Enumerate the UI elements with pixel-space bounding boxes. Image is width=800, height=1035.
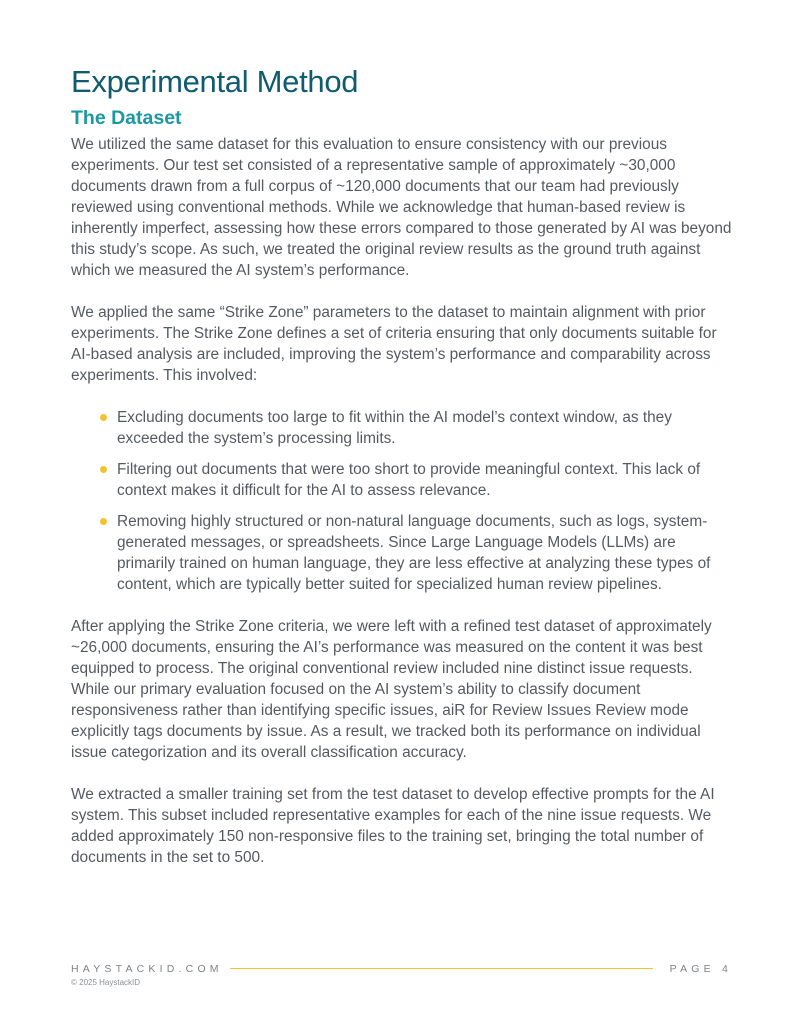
strike-zone-criteria-list [71, 407, 733, 595]
paragraph-strike-zone: We applied the same “Strike Zone” parameters to the dataset to maintain alignment with prior experiments. The Strike Zone defines a set of criteria ensuring that only documents suitable for AI-based analysis are included, improving the system’s performance and comparability across experiments. This involved: [71, 304, 717, 384]
list-item [71, 511, 733, 595]
footer-page-number: PAGE 4 [669, 963, 732, 975]
footer-site: HAYSTACKID.COM [71, 963, 223, 975]
footer-divider [230, 968, 653, 969]
body-text [71, 134, 733, 889]
list-item-text: Filtering out documents that were too short to provide meaningful context. This lack of context makes it difficult for the AI to assess relevance. [117, 461, 701, 499]
paragraph-refined-dataset: After applying the Strike Zone criteria, we were left with a refined test dataset of approximately ~26,000 documents, ensuring the AI’s performance was measured on the content it was best equipped to process. The original conventional review included nine distinct issue requests. While our primary evaluation focused on the AI system’s ability to classify document responsiveness rather than identifying specific issues, aiR for Review Issues Review mode explicitly tags documents by issue. As a result, we tracked both its performance on individual issue categorization and its overall classification accuracy. [71, 618, 712, 761]
section-heading: The Dataset [71, 107, 182, 129]
list-item-text: Removing highly structured or non-natural language documents, such as logs, system-generated messages, or spreadsheets. Since Large Language Models (LLMs) are primarily trained on human language, they are less effective at analyzing these types of content, which are typically better suited for specialized human review pipelines. [117, 513, 711, 593]
bullet-dot-icon [100, 414, 107, 421]
list-item-text: Excluding documents too large to fit within the AI model’s context window, as they exceeded the system’s processing limits. [117, 409, 672, 447]
list-item [71, 407, 733, 449]
bullet-dot-icon [100, 466, 107, 473]
paragraph-training-set: We extracted a smaller training set from the test dataset to develop effective prompts for the AI system. This subset included representative examples for each of the nine issue requests. We added approximately 150 non-responsive files to the training set, bringing the total number of documents in the set to 500. [71, 786, 715, 866]
footer-copyright: © 2025 HaystackID [71, 978, 141, 987]
bullet-dot-icon [100, 518, 107, 525]
paragraph-dataset-intro: We utilized the same dataset for this evaluation to ensure consistency with our previous experiments. Our test set consisted of a representative sample of approximately ~30,000 documents drawn from a full corpus of ~120,000 documents that our team had previously reviewed using conventional methods. While we acknowledge that human-based review is inherently imperfect, assessing how these errors compared to those generated by AI was beyond this study’s scope. As such, we treated the original review results as the ground truth against which we measured the AI system’s performance. [71, 136, 732, 279]
list-item [71, 459, 733, 501]
page-title: Experimental Method [71, 64, 359, 99]
